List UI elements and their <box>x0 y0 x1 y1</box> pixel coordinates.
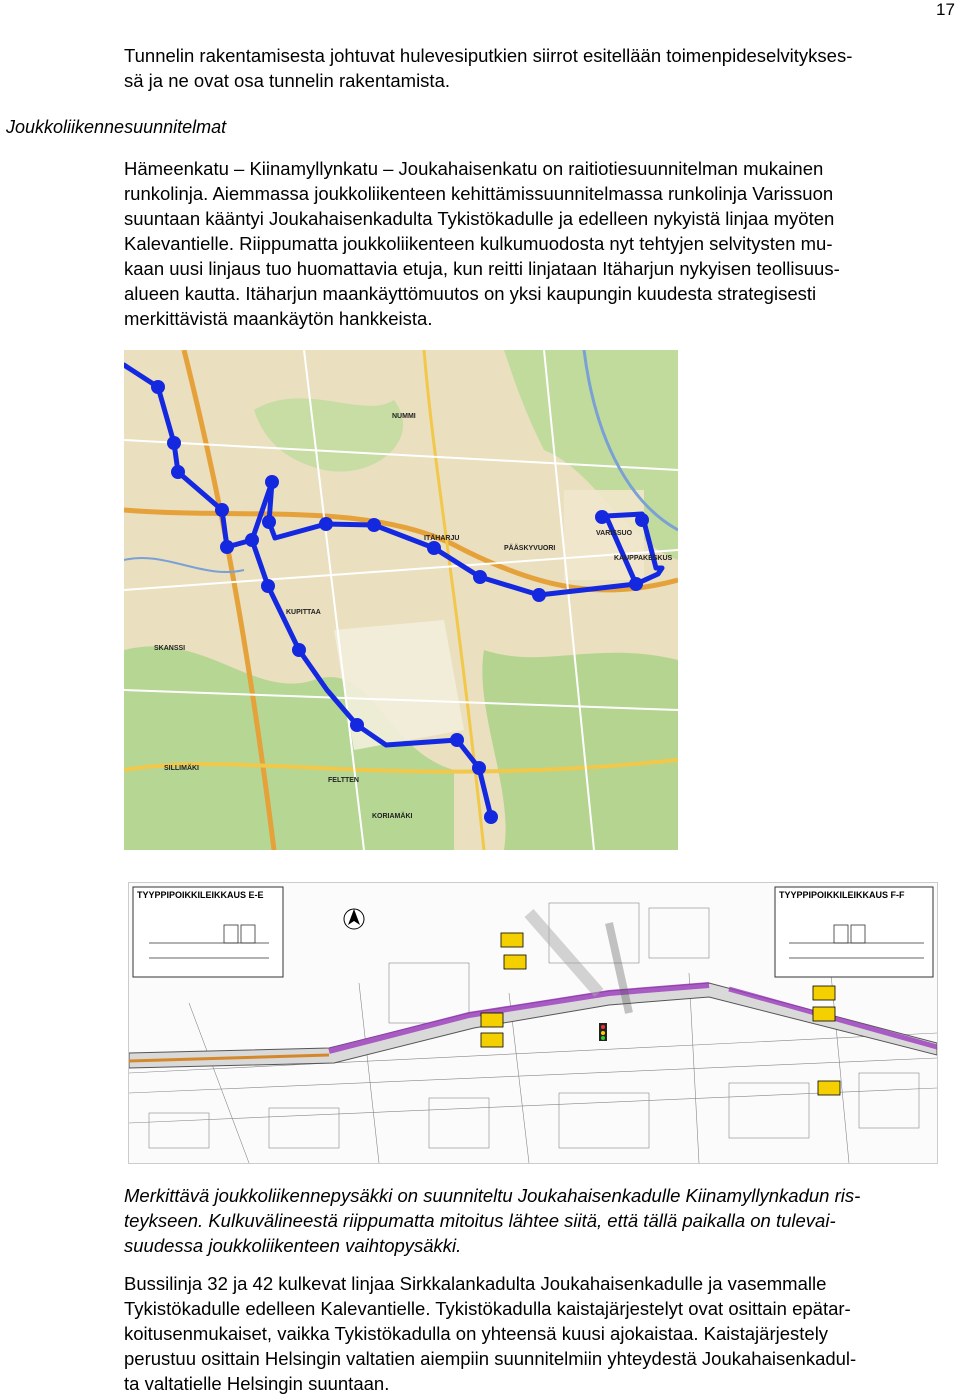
map-label: KORIAMÄKI <box>372 813 413 820</box>
route-map-figure <box>124 350 678 850</box>
stop-marker <box>450 733 464 747</box>
stop-marker <box>245 533 259 547</box>
map-label: NUMMI <box>392 413 416 420</box>
stop-marker <box>472 761 486 775</box>
stop-marker <box>220 540 234 554</box>
map-label: KUPITTAA <box>286 609 321 616</box>
body-paragraph <box>124 156 944 331</box>
traffic-signal <box>599 1023 607 1041</box>
text-line: Tunnelin rakentamisesta johtuvat hulevesiputkien siirrot esitellään toimenpideselvitykses- <box>124 45 853 66</box>
text-line: Merkittävä joukkoliikennepysäkki on suunniteltu Joukahaisenkadulle Kiinamyllynkadun ris- <box>124 1185 861 1206</box>
stop-marker <box>171 465 185 479</box>
map-label: FELTTEN <box>328 777 359 784</box>
stop-marker <box>484 810 498 824</box>
text-line: Hämeenkatu – Kiinamyllynkatu – Joukahaisenkatu on raitiotiesuunnitelman mukainen <box>124 158 824 179</box>
intro-paragraph <box>124 43 944 93</box>
map-label: SILLIMÄKI <box>164 765 199 772</box>
text-line: koitusenmukaiset, vaikka Tykistökadulla on yhteensä kuusi ajokaistaa. Kaistajärjestely <box>124 1323 829 1344</box>
cross-section-title-left: TYYPPIPOIKKILEIKKAUS E-E <box>137 890 264 900</box>
text-line: alueen kautta. Itäharjun maankäyttömuutos on yksi kaupungin kuudesta strategisesti <box>124 283 817 304</box>
cross-section-title-right: TYYPPIPOIKKILEIKKAUS F-F <box>779 890 905 900</box>
map-label: ITÄHARJU <box>424 535 460 542</box>
section-heading: Joukkoliikennesuunnitelmat <box>6 117 227 137</box>
map-label: VARISSUO <box>596 530 633 537</box>
street-plan-figure <box>128 882 938 1164</box>
map-label: SKANSSI <box>154 645 186 652</box>
stop-marker <box>151 380 165 394</box>
stop-marker <box>427 541 441 555</box>
stop-marker <box>629 577 643 591</box>
text-line: teykseen. Kulkuvälineestä riippumatta mitoitus lähtee siitä, että tällä paikalla on tulevai- <box>124 1210 836 1231</box>
text-line: Kalevantielle. Riippumatta joukkoliikenteen kulkumuodosta nyt tehtyjen selvitysten mu- <box>124 233 833 254</box>
stop-marker <box>215 503 229 517</box>
text-line: kaan uusi linjaus tuo huomattavia etuja, kun reitti linjataan Itäharjun nykyisen teollisuus- <box>124 258 840 279</box>
page-number: 17 <box>936 0 955 19</box>
stop-marker <box>319 517 333 531</box>
text-line: ta valtatielle Helsingin suuntaan. <box>124 1373 390 1394</box>
stop-marker <box>350 718 364 732</box>
stop-marker <box>265 475 279 489</box>
text-line: suuntaan kääntyi Joukahaisenkadulta Tykistökadulle ja edelleen nykyistä linjaa myöten <box>124 208 835 229</box>
text-line: perustuu osittain Helsingin valtatien aiempiin suunnitelmiin yhteydestä Joukahaisenkadul- <box>124 1348 857 1369</box>
text-line: Bussilinja 32 ja 42 kulkevat linjaa Sirkkalankadulta Joukahaisenkadulle ja vasemmalle <box>124 1273 827 1294</box>
stop-marker <box>635 513 649 527</box>
stop-marker <box>473 570 487 584</box>
text-line: runkolinja. Aiemmassa joukkoliikenteen kehittämissuunnitelmassa runkolinja Varissuon <box>124 183 834 204</box>
text-line: merkittävistä maankäytön hankkeista. <box>124 308 433 329</box>
stop-marker <box>532 588 546 602</box>
route-map-svg <box>124 350 678 850</box>
stop-marker <box>167 436 181 450</box>
stop-marker <box>261 579 275 593</box>
text-line: suudessa joukkoliikenteen vaihtopysäkki. <box>124 1235 462 1256</box>
text-line: Tykistökadulle edelleen Kalevantielle. Tykistökadulla kaistajärjestelyt ovat osittain epätar- <box>124 1298 851 1319</box>
map-label: KAUPPAKESKUS <box>614 555 673 562</box>
text-line: sä ja ne ovat osa tunnelin rakentamista. <box>124 70 450 91</box>
figure-caption <box>124 1183 944 1258</box>
stop-marker <box>292 643 306 657</box>
street-plan-svg <box>129 883 937 1163</box>
north-arrow <box>344 909 364 929</box>
stop-marker <box>595 510 609 524</box>
map-label: PÄÄSKYVUORI <box>504 545 556 552</box>
stop-marker <box>367 518 381 532</box>
stop-marker <box>262 515 276 529</box>
closing-paragraph <box>124 1271 944 1396</box>
